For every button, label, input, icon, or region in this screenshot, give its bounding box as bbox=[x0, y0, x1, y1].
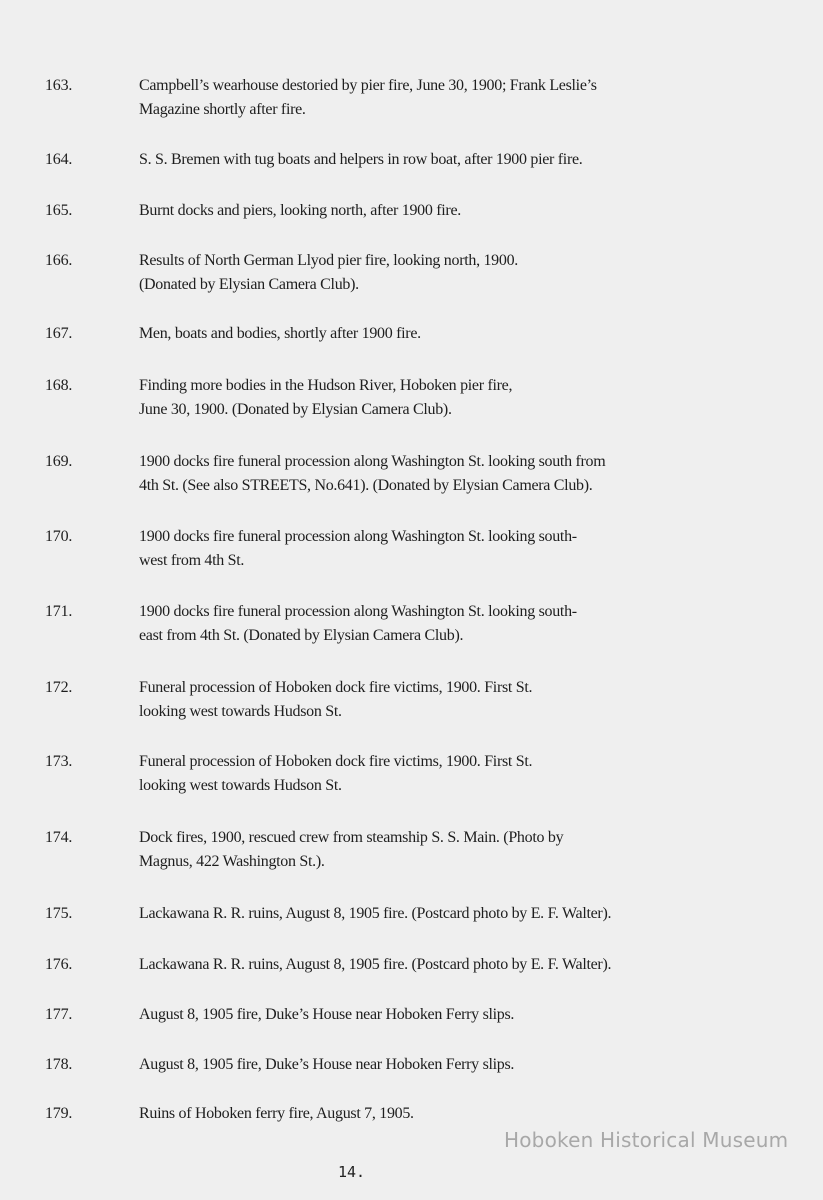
entry-description-line: looking west towards Hudson St. bbox=[139, 777, 342, 794]
entry-description bbox=[139, 249, 699, 297]
entry-description bbox=[139, 374, 699, 422]
entry-description-line: August 8, 1905 fire, Duke’s House near Hoboken Ferry slips. bbox=[139, 1006, 515, 1023]
entry-description-line: August 8, 1905 fire, Duke’s House near Hoboken Ferry slips. bbox=[139, 1056, 515, 1073]
entry-description bbox=[139, 1102, 699, 1126]
entry-description-line: Lackawana R. R. ruins, August 8, 1905 fire. (Postcard photo by E. F. Walter). bbox=[139, 956, 612, 973]
entry-number: 169. bbox=[45, 453, 73, 470]
entry-number: 176. bbox=[45, 956, 73, 973]
entry-description-line: Results of North German Llyod pier fire, looking north, 1900. bbox=[139, 252, 518, 269]
entry-description-line: 4th St. (See also STREETS, No.641). (Donated by Elysian Camera Club). bbox=[139, 477, 593, 494]
entry-description-line: Men, boats and bodies, shortly after 1900 fire. bbox=[139, 325, 421, 342]
entry-description-line: Magnus, 422 Washington St.). bbox=[139, 853, 325, 870]
entry-description bbox=[139, 750, 699, 798]
entry-description-line: S. S. Bremen with tug boats and helpers in row boat, after 1900 pier fire. bbox=[139, 151, 583, 168]
entry-description bbox=[139, 1003, 699, 1027]
entry-number: 163. bbox=[45, 77, 73, 94]
entry-number: 173. bbox=[45, 753, 73, 770]
entry-number: 175. bbox=[45, 905, 73, 922]
entry-description-line: east from 4th St. (Donated by Elysian Camera Club). bbox=[139, 627, 464, 644]
entry-number: 170. bbox=[45, 528, 73, 545]
entry-description-line: Campbell’s wearhouse destoried by pier fire, June 30, 1900; Frank Leslie’s bbox=[139, 77, 597, 94]
entry-description-line: west from 4th St. bbox=[139, 552, 245, 569]
entry-description-line: 1900 docks fire funeral procession along Washington St. looking south- bbox=[139, 528, 577, 545]
entry-description-line: Funeral procession of Hoboken dock fire victims, 1900. First St. bbox=[139, 753, 533, 770]
entry-description-line: Dock fires, 1900, rescued crew from steamship S. S. Main. (Photo by bbox=[139, 829, 564, 846]
entry-number: 165. bbox=[45, 202, 73, 219]
entry-description-line: June 30, 1900. (Donated by Elysian Camera Club). bbox=[139, 401, 452, 418]
entry-description-line: Finding more bodies in the Hudson River, Hoboken pier fire, bbox=[139, 377, 513, 394]
entry-description bbox=[139, 450, 699, 498]
entry-description bbox=[139, 902, 699, 926]
entry-description-line: (Donated by Elysian Camera Club). bbox=[139, 276, 359, 293]
watermark: Hoboken Historical Museum bbox=[504, 1128, 789, 1152]
entry-description bbox=[139, 600, 699, 648]
entry-number: 168. bbox=[45, 377, 73, 394]
entry-number: 178. bbox=[45, 1056, 73, 1073]
entry-number: 164. bbox=[45, 151, 73, 168]
entry-description bbox=[139, 322, 699, 346]
entry-description-line: looking west towards Hudson St. bbox=[139, 703, 342, 720]
entry-description bbox=[139, 148, 699, 172]
entry-description bbox=[139, 199, 699, 223]
entry-number: 171. bbox=[45, 603, 73, 620]
entry-number: 166. bbox=[45, 252, 73, 269]
entry-description bbox=[139, 953, 699, 977]
entry-description bbox=[139, 74, 699, 122]
entry-description-line: Ruins of Hoboken ferry fire, August 7, 1905. bbox=[139, 1105, 414, 1122]
entry-number: 172. bbox=[45, 679, 73, 696]
entry-description bbox=[139, 1053, 699, 1077]
entry-number: 174. bbox=[45, 829, 73, 846]
entry-description bbox=[139, 826, 699, 874]
entry-number: 167. bbox=[45, 325, 73, 342]
entry-description-line: Magazine shortly after fire. bbox=[139, 101, 306, 118]
entry-description-line: Burnt docks and piers, looking north, after 1900 fire. bbox=[139, 202, 461, 219]
page-number: 14. bbox=[338, 1163, 366, 1181]
entry-description bbox=[139, 676, 699, 724]
entry-number: 177. bbox=[45, 1006, 73, 1023]
entry-description-line: Funeral procession of Hoboken dock fire victims, 1900. First St. bbox=[139, 679, 533, 696]
entry-description-line: Lackawana R. R. ruins, August 8, 1905 fire. (Postcard photo by E. F. Walter). bbox=[139, 905, 612, 922]
entry-description bbox=[139, 525, 699, 573]
entry-description-line: 1900 docks fire funeral procession along Washington St. looking south- bbox=[139, 603, 577, 620]
entry-number: 179. bbox=[45, 1105, 73, 1122]
entry-description-line: 1900 docks fire funeral procession along Washington St. looking south from bbox=[139, 453, 606, 470]
